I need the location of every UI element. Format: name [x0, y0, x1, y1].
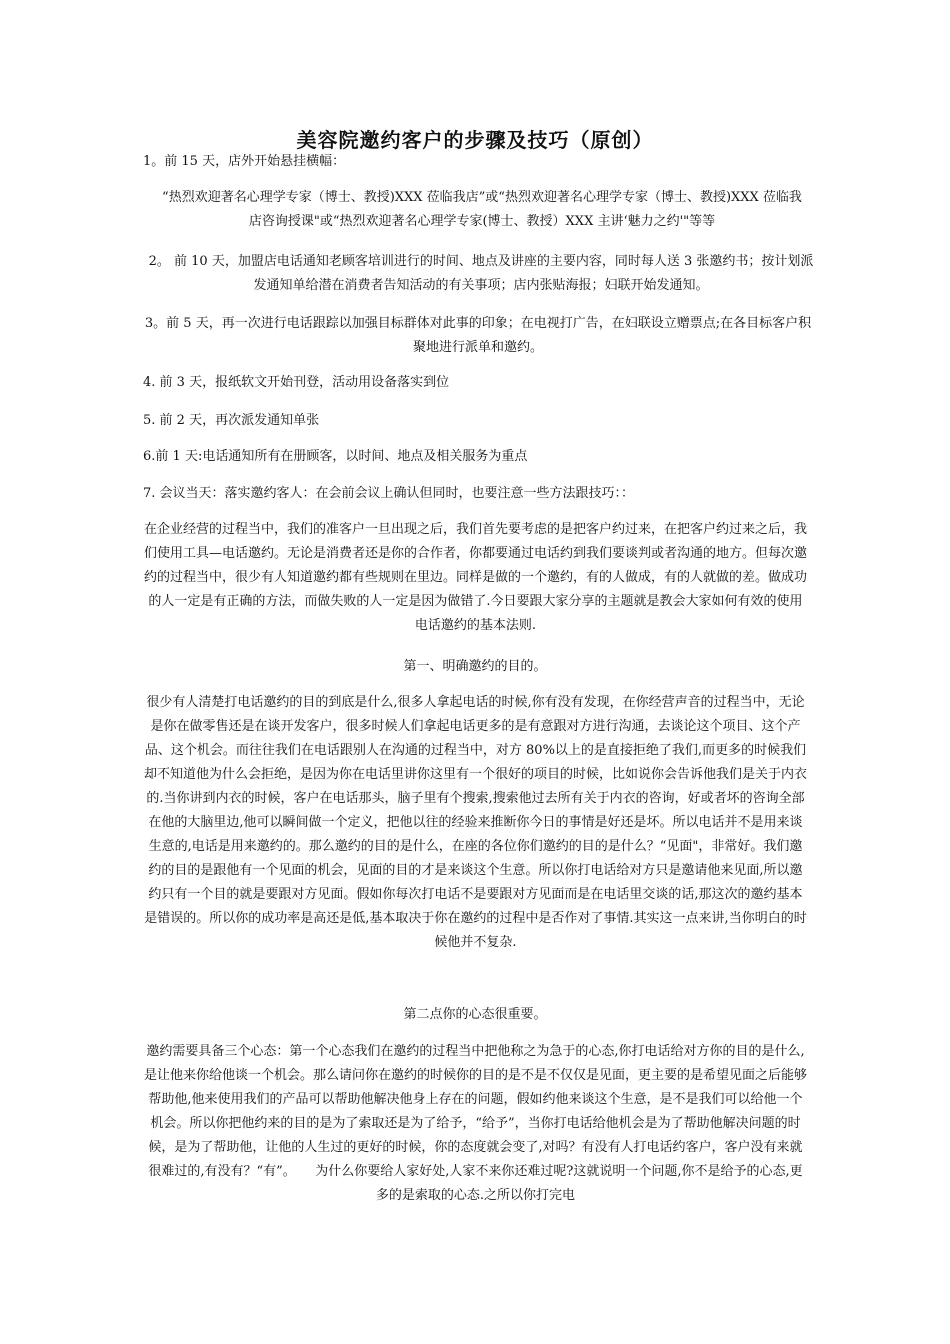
- section-heading-2: 第二点你的心态很重要。: [403, 1007, 547, 1022]
- step-2: 2。 前 10 天，加盟店电话通知老顾客培训进行的时间、地点及讲座的主要内容，同时每人送 3 张邀约书；按计划派发通知单给潜在消费者告知活动的有关事项；店内张贴海报；妇联开始发通知。: [148, 254, 814, 293]
- step-4: 4. 前 3 天，报纸软文开始刊登，活动用设备落实到位: [143, 375, 450, 390]
- step-5: 5. 前 2 天，再次派发通知单张: [143, 413, 320, 428]
- step-1: 1。前 15 天，店外开始悬挂横幅：: [143, 154, 346, 169]
- document-title: 美容院邀约客户的步骤及技巧（原创）: [296, 128, 654, 152]
- step-3: 3。前 5 天，再一次进行电话跟踪以加强目标群体对此事的印象；在电视打广告，在妇联设立赠票点;在各目标客户积聚地进行派单和邀约。: [144, 316, 812, 355]
- section-2-paragraph: 邀约需要具备三个心态：第一个心态我们在邀约的过程当中把他称之为急于的心态,你打电话给对方你的目的是什么,是让他来你给他谈一个机会。那么请问你在邀约的时候你的目的是不是不仅仅是见面，更主要的是希望见面之后能够帮助他,他来使用我们的产品可以帮助他解决他身上存在的问题，假如约他来谈这个生意，是不是我们可以给他一个机会。所以你把他约来的目的是为了索取还是为了给予，“给予”，当你打电话给他机会是为了帮助他解决问题的时候，是为了帮助他，让他的人生过的更好的时候，你的态度就会变了,对吗？有没有人打电话约客户，客户没有来就很难过的,有没有？“有”。 为什么你要给人家好处,人家不来你还难过呢?这就说明一个问题,你不是给予的心态,更多的是索取的心态.之所以你打完电: [143, 1044, 807, 1203]
- step-6: 6.前 1 天:电话通知所有在册顾客，以时间、地点及相关服务为重点: [143, 449, 528, 464]
- step-7: 7. 会议当天：落实邀约客人：在会前会议上确认但同时，也要注意一些方法跟技巧：：: [143, 486, 635, 501]
- section-1-paragraph: 很少有人清楚打电话邀约的目的到底是什么,很多人拿起电话的时候,你有没有发现，在你经营声音的过程当中，无论是你在做零售还是在谈开发客户，很多时候人们拿起电话更多的是有意跟对方进行沟通，去谈论这个项目、这个产品、这个机会。而往往我们在电话跟别人在沟通的过程当中，对方 80%以上的是直接拒绝了我们,而更多的时候我们却不知道他为什么会拒绝，是因为你在电话里讲你这里有一个很好的项目的时候，比如说你会告诉他我们是关于内衣的.当你讲到内衣的时候，客户在电话那头，脑子里有个搜索,搜索他过去所有关于内衣的咨询，好或者坏的咨询全部在他的大脑里边,他可以瞬间做一个定义，把他以往的经验来推断你今日的事情是好还是坏。所以电话并不是用来谈生意的,电话是用来邀约的。那么邀约的目的是什么，在座的各位你们邀约的目的是什么？“见面"，非常好。我们邀约的目的是跟他有一个见面的机会，见面的目的才是来谈这个生意。所以你打电话给对方只是邀请他来见面,所以邀约只有一个目的就是要跟对方见面。假如你每次打电话不是要跟对方见面而是在电话里交谈的话,那这次的邀约基本是错误的。所以你的成功率是高还是低,基本取决于你在邀约的过程中是否作对了事情.其实这一点来讲,当你明白的时候他并不复杂.: [143, 695, 807, 950]
- banner-quote: “热烈欢迎著名心理学专家（博士、教授)XXX 莅临我店”或“热烈欢迎著名心理学专家（博士、教授)XXX 莅临我店咨询授课"或“热烈欢迎著名心理学专家(博士、教授）XXX 主讲‘魅力之约'"等等: [162, 190, 802, 229]
- intro-paragraph: 在企业经营的过程当中，我们的准客户一旦出现之后，我们首先要考虑的是把客户约过来，在把客户约过来之后，我们使用工具—电话邀约。无论是消费者还是你的合作者，你都要通过电话约到我们要谈判或者沟通的地方。但每次邀约的过程当中，很少有人知道邀约都有些规则在里边。同样是做的一个邀约，有的人做成，有的人就做的差。做成功的人一定是有正确的方法，而做失败的人一定是因为做错了.今日要跟大家分享的主题就是教会大家如何有效的使用电话邀约的基本法则.: [143, 522, 807, 633]
- section-heading-1: 第一、明确邀约的目的。: [403, 659, 547, 674]
